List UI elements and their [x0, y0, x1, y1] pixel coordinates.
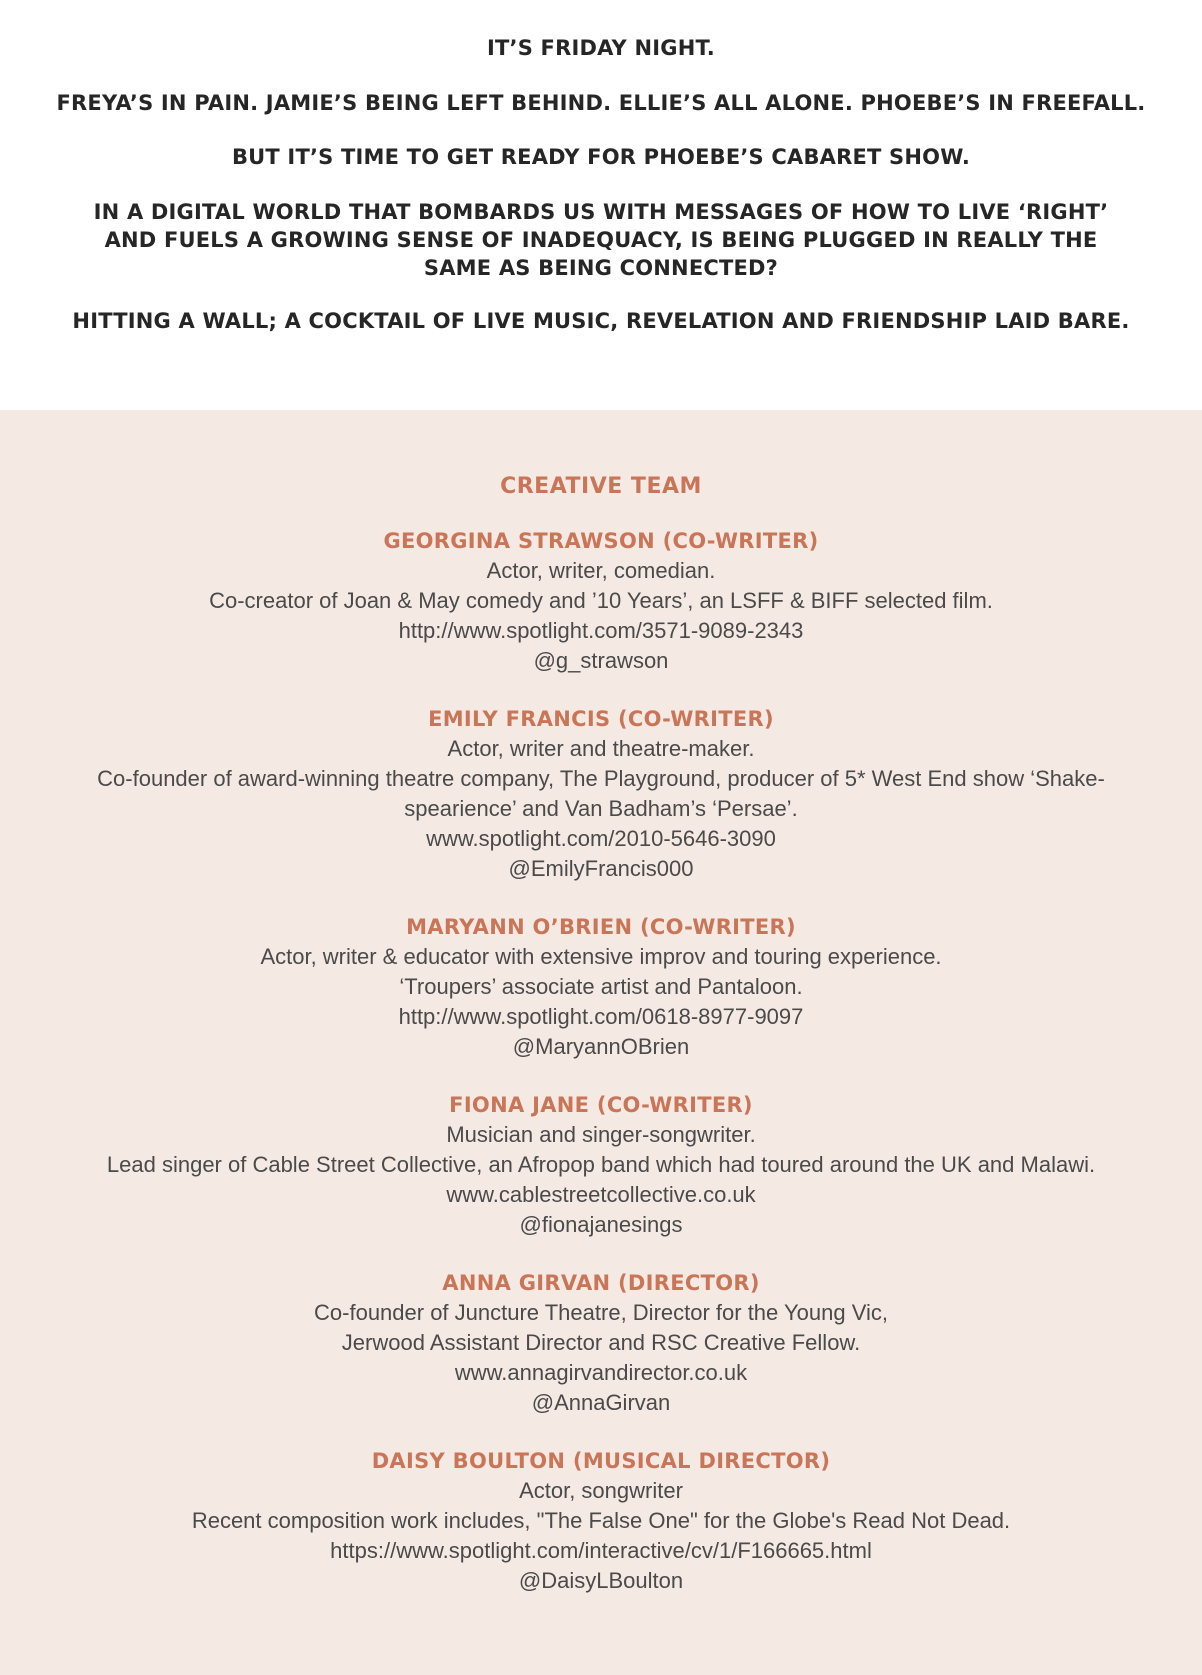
member-bio: Musician and singer-songwriter. — [446, 1122, 756, 1147]
member-bio: Actor, songwriter — [519, 1478, 683, 1503]
member-social-handle[interactable]: @AnnaGirvan — [531, 1390, 671, 1415]
synopsis-tagline: HITTING A WALL; A COCKTAIL OF LIVE MUSIC, REVELATION AND FRIENDSHIP LAID BARE. — [72, 309, 1130, 333]
member-name: FIONA JANE (CO-WRITER) — [449, 1093, 753, 1117]
member-social-handle[interactable]: @EmilyFrancis000 — [508, 856, 694, 881]
member-social-handle[interactable]: @DaisyLBoulton — [518, 1568, 684, 1593]
member-bio: Co-founder of Juncture Theatre, Director for the Young Vic, — [314, 1300, 888, 1325]
member-website-link[interactable]: www.cablestreetcollective.co.uk — [446, 1182, 756, 1207]
member-website-link[interactable]: www.spotlight.com/2010-5646-3090 — [426, 826, 776, 851]
team-member-anna-girvan — [0, 1268, 1202, 1418]
team-member-georgina-strawson — [0, 526, 1202, 676]
team-member-fiona-jane — [0, 1090, 1202, 1240]
member-social-handle[interactable]: @fionajanesings — [519, 1212, 683, 1237]
synopsis-line: BUT IT’S TIME TO GET READY FOR PHOEBE’S CABARET SHOW. — [231, 145, 971, 169]
member-bio: Actor, writer and theatre-maker. — [447, 736, 755, 761]
team-member-maryann-obrien — [0, 912, 1202, 1062]
member-credits: Lead singer of Cable Street Collective, an Afropop band which had toured around the UK and Malawi. — [106, 1152, 1096, 1177]
member-credits: ‘Troupers’ associate artist and Pantaloon. — [399, 974, 803, 999]
synopsis-line: FREYA’S IN PAIN. JAMIE’S BEING LEFT BEHIND. ELLIE’S ALL ALONE. PHOEBE’S IN FREEFALL. — [56, 91, 1146, 115]
member-credits: Co-creator of Joan & May comedy and ’10 Years’, an LSFF & BIFF selected film. — [209, 588, 993, 613]
member-name: MARYANN O’BRIEN (CO-WRITER) — [406, 915, 796, 939]
creative-team-heading: CREATIVE TEAM — [500, 474, 702, 499]
member-social-handle[interactable]: @MaryannOBrien — [512, 1034, 690, 1059]
member-name: ANNA GIRVAN (DIRECTOR) — [442, 1271, 760, 1295]
synopsis-section — [0, 0, 1202, 410]
member-website-link[interactable]: https://www.spotlight.com/interactive/cv/1/F166665.html — [330, 1538, 872, 1563]
team-member-emily-francis — [0, 704, 1202, 884]
synopsis-paragraph: IN A DIGITAL WORLD THAT BOMBARDS US WITH MESSAGES OF HOW TO LIVE ‘RIGHT’ AND FUELS A GROWING SENSE OF INADEQUACY, IS BEING PLUGGED IN REALLY THE SAME AS BEING CONNECTED? — [93, 200, 1109, 280]
team-member-daisy-boulton — [0, 1446, 1202, 1596]
synopsis-line: IT’S FRIDAY NIGHT. — [487, 36, 715, 60]
member-bio: Actor, writer & educator with extensive improv and touring experience. — [260, 944, 942, 969]
member-credits: Co-founder of award-winning theatre company, The Playground, producer of 5* West End show ‘Shake-spearience’ and Van Badham’s ‘Persae’. — [97, 766, 1105, 821]
member-name: GEORGINA STRAWSON (CO-WRITER) — [383, 529, 819, 553]
member-bio: Actor, writer, comedian. — [486, 558, 716, 583]
member-website-link[interactable]: http://www.spotlight.com/3571-9089-2343 — [398, 618, 804, 643]
creative-team-section — [0, 410, 1202, 1675]
member-website-link[interactable]: www.annagirvandirector.co.uk — [454, 1360, 748, 1385]
member-name: DAISY BOULTON (MUSICAL DIRECTOR) — [371, 1449, 831, 1473]
member-credits: Recent composition work includes, "The False One" for the Globe's Read Not Dead. — [191, 1508, 1011, 1533]
member-social-handle[interactable]: @g_strawson — [533, 648, 669, 673]
member-name: EMILY FRANCIS (CO-WRITER) — [428, 707, 774, 731]
member-website-link[interactable]: http://www.spotlight.com/0618-8977-9097 — [398, 1004, 804, 1029]
member-credits: Jerwood Assistant Director and RSC Creative Fellow. — [341, 1330, 861, 1355]
